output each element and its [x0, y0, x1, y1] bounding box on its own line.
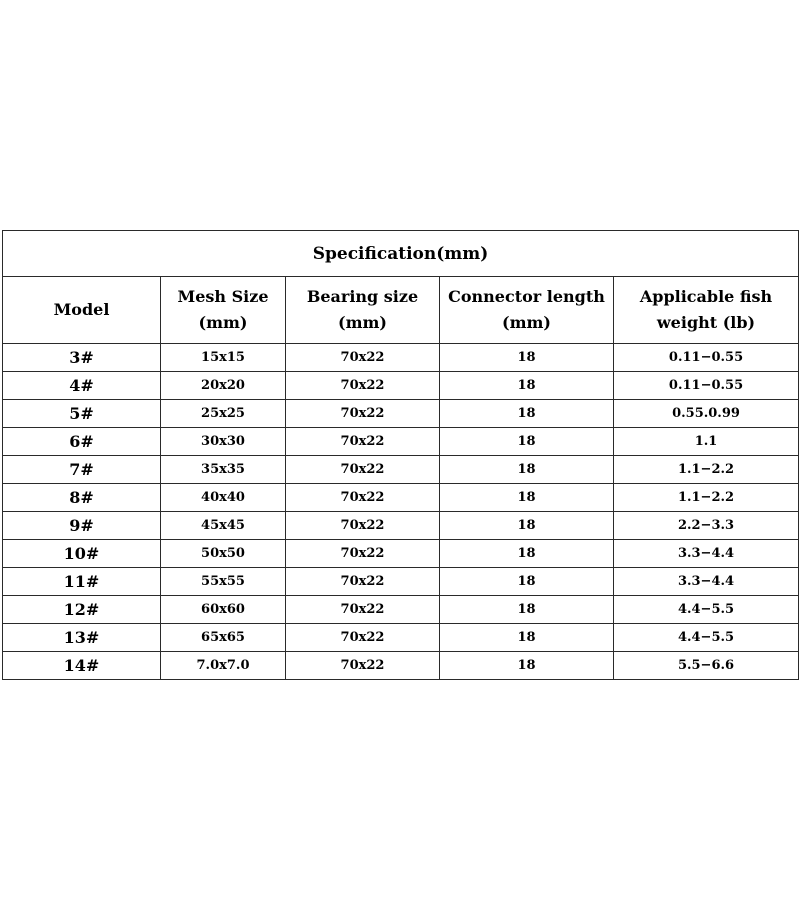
cell-bearing-size: 70x22 [286, 624, 440, 652]
cell-mesh-size: 60x60 [161, 596, 286, 624]
table-row [3, 652, 799, 680]
table-body [3, 344, 799, 680]
table-row [3, 512, 799, 540]
cell-connector-length: 18 [440, 596, 614, 624]
cell-mesh-size: 45x45 [161, 512, 286, 540]
cell-bearing-size: 70x22 [286, 456, 440, 484]
cell-model: 14# [3, 652, 161, 680]
table-row [3, 596, 799, 624]
table-row [3, 456, 799, 484]
cell-connector-length: 18 [440, 512, 614, 540]
cell-model: 6# [3, 428, 161, 456]
cell-mesh-size: 40x40 [161, 484, 286, 512]
cell-connector-length: 18 [440, 624, 614, 652]
cell-bearing-size: 70x22 [286, 540, 440, 568]
header-fish-weight: Applicable fish weight (lb) [614, 277, 799, 344]
cell-fish-weight: 0.55.0.99 [614, 400, 799, 428]
header-connector-length: Connector length (mm) [440, 277, 614, 344]
cell-fish-weight: 0.11−0.55 [614, 344, 799, 372]
cell-bearing-size: 70x22 [286, 568, 440, 596]
cell-model: 8# [3, 484, 161, 512]
cell-fish-weight: 1.1 [614, 428, 799, 456]
cell-mesh-size: 55x55 [161, 568, 286, 596]
cell-connector-length: 18 [440, 652, 614, 680]
cell-bearing-size: 70x22 [286, 652, 440, 680]
table-row [3, 540, 799, 568]
table-title: Specification(mm) [3, 231, 799, 277]
cell-mesh-size: 15x15 [161, 344, 286, 372]
cell-mesh-size: 30x30 [161, 428, 286, 456]
header-model: Model [3, 277, 161, 344]
cell-connector-length: 18 [440, 400, 614, 428]
cell-mesh-size: 65x65 [161, 624, 286, 652]
cell-bearing-size: 70x22 [286, 428, 440, 456]
cell-mesh-size: 35x35 [161, 456, 286, 484]
cell-fish-weight: 4.4−5.5 [614, 624, 799, 652]
cell-fish-weight: 3.3−4.4 [614, 540, 799, 568]
table-row [3, 568, 799, 596]
table-row [3, 484, 799, 512]
cell-fish-weight: 2.2−3.3 [614, 512, 799, 540]
cell-bearing-size: 70x22 [286, 484, 440, 512]
cell-model: 10# [3, 540, 161, 568]
header-mesh-size: Mesh Size (mm) [161, 277, 286, 344]
table-row [3, 372, 799, 400]
cell-mesh-size: 7.0x7.0 [161, 652, 286, 680]
cell-bearing-size: 70x22 [286, 512, 440, 540]
cell-fish-weight: 0.11−0.55 [614, 372, 799, 400]
cell-fish-weight: 1.1−2.2 [614, 456, 799, 484]
cell-fish-weight: 4.4−5.5 [614, 596, 799, 624]
cell-bearing-size: 70x22 [286, 372, 440, 400]
cell-connector-length: 18 [440, 540, 614, 568]
cell-model: 9# [3, 512, 161, 540]
cell-fish-weight: 5.5−6.6 [614, 652, 799, 680]
cell-model: 3# [3, 344, 161, 372]
cell-connector-length: 18 [440, 568, 614, 596]
cell-model: 7# [3, 456, 161, 484]
cell-bearing-size: 70x22 [286, 344, 440, 372]
table-row [3, 400, 799, 428]
cell-fish-weight: 3.3−4.4 [614, 568, 799, 596]
cell-connector-length: 18 [440, 344, 614, 372]
table-row [3, 624, 799, 652]
cell-model: 13# [3, 624, 161, 652]
cell-connector-length: 18 [440, 428, 614, 456]
cell-bearing-size: 70x22 [286, 596, 440, 624]
header-bearing-size: Bearing size (mm) [286, 277, 440, 344]
table-row [3, 344, 799, 372]
cell-model: 12# [3, 596, 161, 624]
cell-mesh-size: 25x25 [161, 400, 286, 428]
cell-mesh-size: 20x20 [161, 372, 286, 400]
cell-bearing-size: 70x22 [286, 400, 440, 428]
cell-model: 4# [3, 372, 161, 400]
cell-connector-length: 18 [440, 484, 614, 512]
header-row [3, 277, 799, 344]
cell-fish-weight: 1.1−2.2 [614, 484, 799, 512]
specification-table [2, 230, 799, 680]
cell-connector-length: 18 [440, 372, 614, 400]
cell-connector-length: 18 [440, 456, 614, 484]
cell-model: 11# [3, 568, 161, 596]
cell-mesh-size: 50x50 [161, 540, 286, 568]
table-row [3, 428, 799, 456]
cell-model: 5# [3, 400, 161, 428]
